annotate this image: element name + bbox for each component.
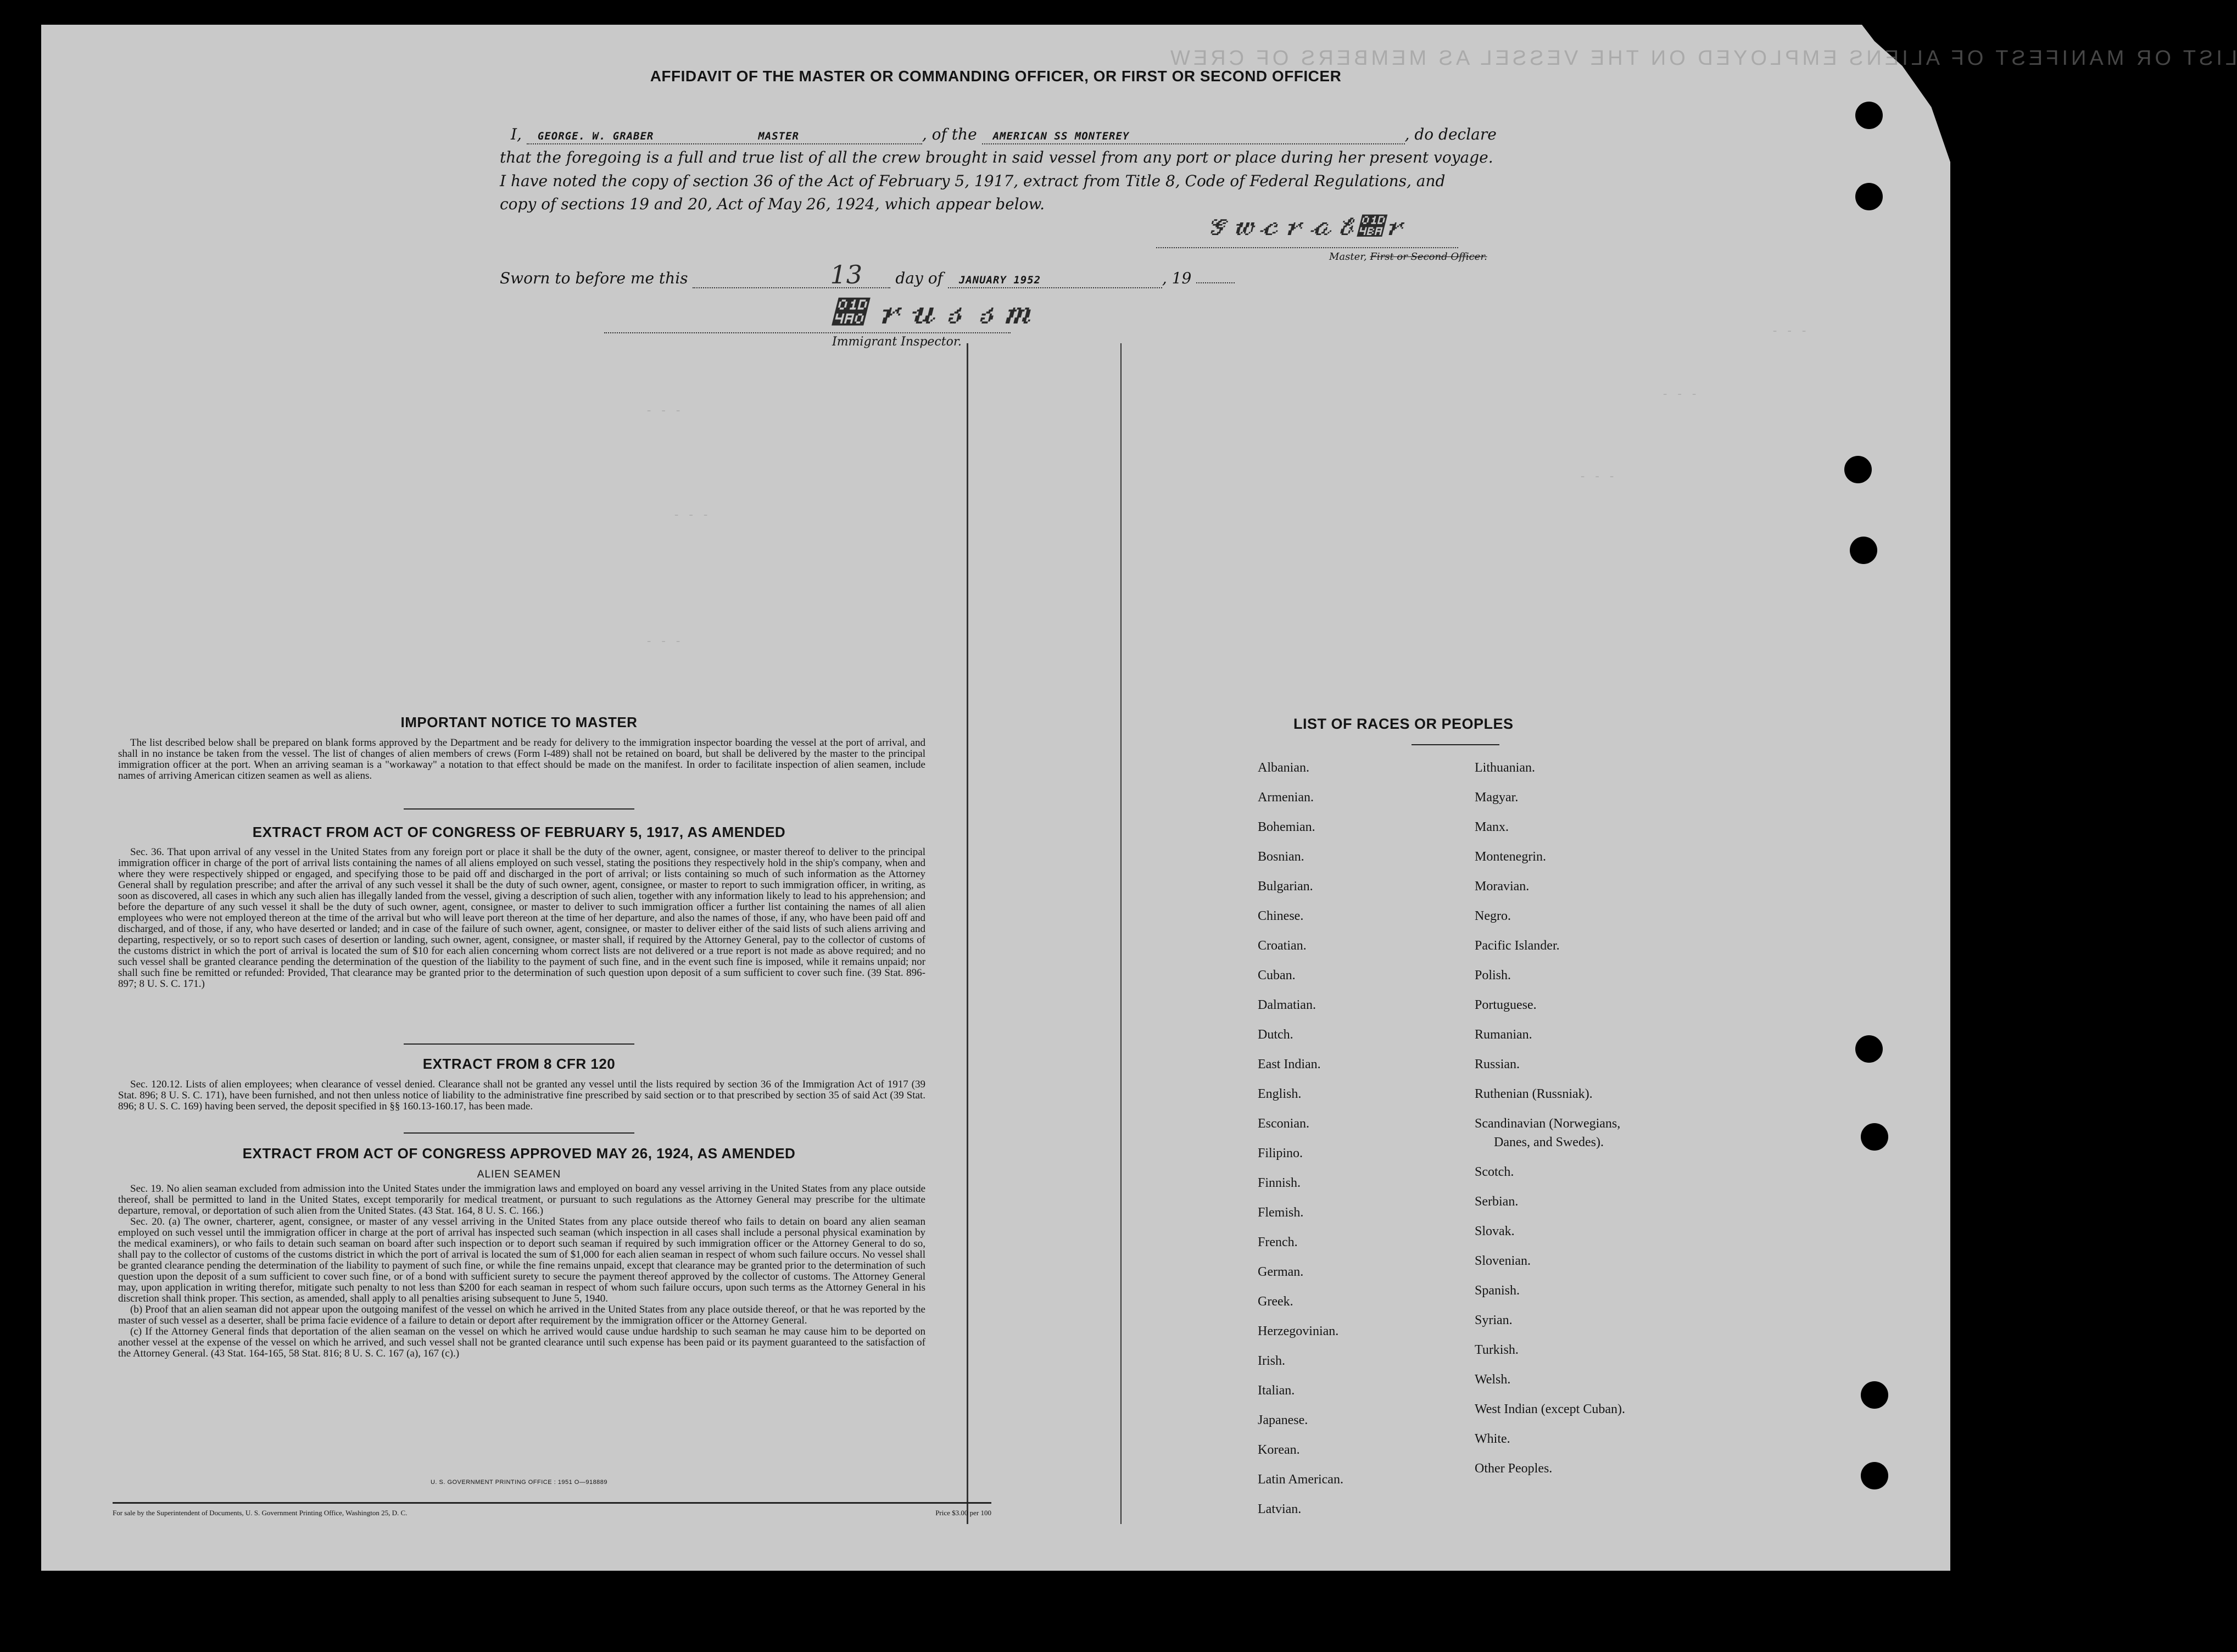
race-item: Croatian. <box>1258 939 1307 953</box>
punch-hole <box>1861 1123 1888 1151</box>
notice-heading: IMPORTANT NOTICE TO MASTER <box>400 714 638 730</box>
footer-rule <box>113 1502 991 1504</box>
race-item: Japanese. <box>1258 1413 1308 1427</box>
race-item: Korean. <box>1258 1443 1300 1457</box>
master-name-field <box>527 125 922 144</box>
race-item: Greek. <box>1258 1294 1293 1309</box>
race-item: Scandinavian (Norwegians, <box>1475 1117 1621 1131</box>
extract-1917-paragraph: Sec. 36. That upon arrival of any vessel in the United States from any foreign port or place it shall be the duty of the owner, agent, consignee, or master thereof to deliver to the principal immigration officer in charge of the port of arrival lists containing the names of all aliens employed on such vessel, stating the positions they respectively hold in the ship's company, when and where they were respectively shipped or engaged, and specifying those to be paid off and discharged in the port of arrival; or lists containing so much of such information as the Attorney General shall by regulation prescribe; and after the arrival of any such vessel it shall be the duty of such owner, agent, consignee, or master to report to such immigration officer, in writing, as soon as discovered, all cases in which any such alien has illegally landed from the vessel, giving a description of such alien, together with any information likely to lead to his apprehension; and before the departure of any such vessel it shall be the duty of such owner, agent, consignee, or master to deliver to such immigration officer a further list containing the names of all alien employees who were not employed thereon at the time of the arrival but who will leave port thereon at the time of her departure, and also the names of those, if any, who have been paid off and discharged, and of those, if any, who have deserted or landed; and in case of the failure of such owner, agent, consignee, or master to deliver either of the said lists of such aliens arriving and departing, respectively, or so to report such cases of desertion or landing, such owner, agent, consignee, or master shall, if required by the Attorney General, pay to the collector of customs of the customs district in which the port of arrival is located the sum of $10 for each alien concerning whom correct lists are not delivered or a true report is not made as above required; and no such vessel shall be granted clearance pending the determination of the question of the liability to the payment of such fine, and in the event such fine is imposed, while it remains unpaid; nor shall such fine be remitted or refunded: Provided, That clearance may be granted prior to the determination of such question upon deposit of a sum sufficient to cover such fine. (39 Stat. 896-897; 8 U. S. C. 171.) <box>118 846 925 990</box>
race-item: Lithuanian. <box>1475 761 1535 775</box>
vessel-name: AMERICAN SS MONTEREY <box>992 130 1130 142</box>
bleed-through-title: LIST OR MANIFEST OF ALIENS EMPLOYED ON THE VESSEL AS MEMBERS OF CREW <box>1167 47 2237 70</box>
extract-cfr-heading: EXTRACT FROM 8 CFR 120 <box>422 1056 616 1072</box>
race-item: Welsh. <box>1475 1372 1511 1387</box>
race-item: Cuban. <box>1258 968 1296 983</box>
race-item: Dalmatian. <box>1258 998 1316 1012</box>
race-item: Polish. <box>1475 968 1511 983</box>
affidavit-line-4: copy of sections 19 and 20, Act of May 26, 1924, which appear below. <box>500 195 1045 213</box>
inspector-caption: Immigrant Inspector. <box>832 335 962 349</box>
race-item: Irish. <box>1258 1354 1285 1368</box>
race-item: Russian. <box>1475 1057 1520 1071</box>
race-item: Magyar. <box>1475 790 1519 805</box>
race-item: Herzegovinian. <box>1258 1324 1339 1338</box>
divider-rule <box>404 808 634 810</box>
race-item: Negro. <box>1475 909 1511 923</box>
master-signature: 𝒢𝓌𝒸𝓇𝒶𝒷𝒺𝓇 <box>1206 211 1408 241</box>
master-caption-label: Master, <box>1329 251 1367 263</box>
race-item: Latvian. <box>1258 1502 1302 1516</box>
bleed-mark: - - - <box>645 404 682 417</box>
sworn-month-year: JANUARY 1952 <box>958 274 1041 286</box>
race-item: Italian. <box>1258 1383 1295 1398</box>
race-item: Armenian. <box>1258 790 1314 805</box>
race-item: Esconian. <box>1258 1117 1309 1131</box>
punch-hole <box>1855 183 1883 210</box>
footer-price: Price $3.00 per 100 <box>935 1509 991 1517</box>
bleed-mark: - - - <box>1661 387 1698 401</box>
race-item: Pacific Islander. <box>1475 939 1560 953</box>
document-page <box>41 25 2237 1571</box>
extract-1917-text <box>118 847 925 990</box>
affidavit-line-1 <box>511 125 1497 144</box>
bleed-mark: - - - <box>645 634 682 648</box>
punch-hole <box>1855 1035 1883 1063</box>
race-item: Montenegrin. <box>1475 850 1546 864</box>
vessel-field <box>982 125 1405 144</box>
races-heading: LIST OF RACES OR PEOPLES <box>1293 716 1514 732</box>
race-item: Scotch. <box>1475 1165 1514 1179</box>
sworn-month-field <box>948 269 1162 288</box>
race-item: White. <box>1475 1432 1510 1446</box>
race-item: Filipino. <box>1258 1146 1303 1160</box>
master-rank: MASTER <box>758 130 799 142</box>
race-item: Danes, and Swedes). <box>1494 1135 1604 1149</box>
race-item: West Indian (except Cuban). <box>1475 1402 1625 1416</box>
race-item: German. <box>1258 1265 1304 1279</box>
section-20c-paragraph: (c) If the Attorney General finds that deportation of the alien seaman on the vessel on which he arrived would cause undue hardship to such seaman he may cause him to be deported on another vessel at the expense of the vessel on which he arrived, and such vessel shall not be granted clearance until such expense has been paid or its payment guaranteed to the satisfaction of the Attorney General. (43 Stat. 164-165, 58 Stat. 816; 8 U. S. C. 167 (a), 167 (c).) <box>118 1326 925 1359</box>
race-item: Chinese. <box>1258 909 1304 923</box>
race-item: Albanian. <box>1258 761 1309 775</box>
race-item: Moravian. <box>1475 879 1530 894</box>
section-19-paragraph: Sec. 19. No alien seaman excluded from admission into the United States under the immigration laws and employed on board any vessel arriving in the United States from any place outside thereof, shall be permitted to land in the United States, except temporarily for medical treatment, or pursuant to such regulations as the Attorney General may prescribe for the ultimate departure, removal, or deportation of such alien from the United States. (43 Stat. 164, 8 U. S. C. 166.) <box>118 1183 925 1216</box>
day-of-label: day of <box>895 269 943 287</box>
bleed-mark: - - - <box>673 508 710 522</box>
race-item: Portuguese. <box>1475 998 1537 1012</box>
race-item: East Indian. <box>1258 1057 1321 1071</box>
signature-line <box>1156 247 1458 248</box>
section-20b-paragraph: (b) Proof that an alien seaman did not appear upon the outgoing manifest of the vessel on which he arrived in the United States from any place outside thereof, or that he was reported by the master of such vessel as a deserter, shall be prima facie evidence of a failure to detain or deport after requirement by the immigration officer or the Attorney General. <box>118 1304 925 1326</box>
sworn-line <box>500 260 1235 289</box>
race-item: Spanish. <box>1475 1283 1520 1298</box>
affidavit-heading: AFFIDAVIT OF THE MASTER OR COMMANDING OFFICER, OR FIRST OR SECOND OFFICER <box>650 68 1342 85</box>
divider-rule <box>404 1132 634 1134</box>
race-item: Bosnian. <box>1258 850 1304 864</box>
race-item: Dutch. <box>1258 1028 1293 1042</box>
bleed-mark: - - - <box>1771 324 1808 338</box>
race-item: Ruthenian (Russniak). <box>1475 1087 1593 1101</box>
punch-hole <box>1861 1381 1888 1409</box>
inspector-signature: 𝒠 𝓇𝓊𝓈𝓈𝓂 <box>832 294 1034 331</box>
punch-hole <box>1844 456 1872 483</box>
race-item: Latin American. <box>1258 1472 1343 1487</box>
inspector-signature-line <box>604 332 1011 333</box>
master-name: GEORGE. W. GRABER <box>537 130 654 142</box>
race-item: Turkish. <box>1475 1343 1519 1357</box>
notice-text <box>118 738 925 782</box>
section-20a-paragraph: Sec. 20. (a) The owner, charterer, agent, consignee, or master of any vessel arriving in the United States from any place outside thereof who fails to detain on board any alien seaman employed on such vessel until the immigration officer in charge at the port of arrival has inspected such seaman (which inspection in all cases shall include a personal physical examination by the medical examiners), or who fails to detain such seaman on board after such inspection or to deport such seaman if required by such immigration officer or the Attorney General to do so, shall pay to the collector of customs of the customs district in which the port of arrival is located the sum of $1,000 for each alien seaman in respect of whom such failure occurs. No vessel shall be granted clearance pending the determination of the liability to payment of such fine, or while the fine remains unpaid, except that clearance may be granted prior to the determination of such question upon the deposit of a sum sufficient to cover such fine, or of a bond with sufficient surety to secure the payment thereof approved by the collector of customs. The Attorney General may, upon application in writing therefor, mitigate such penalty to not less than $200 for each seaman in respect of whom such failure occurs, upon such terms as the Attorney General in his discretion shall think proper. This section, as amended, shall apply to all penalties arising subsequent to June 5, 1940. <box>118 1216 925 1304</box>
of-the-label: , of the <box>922 125 977 143</box>
sworn-label: Sworn to before me this <box>500 269 688 287</box>
divider-rule <box>404 1043 634 1045</box>
affidavit-line-2: that the foregoing is a full and true list of all the crew brought in said vessel from any port or place during her present voyage. <box>500 148 1493 166</box>
race-item: Syrian. <box>1475 1313 1513 1327</box>
extract-1917-heading: EXTRACT FROM ACT OF CONGRESS OF FEBRUARY 5, 1917, AS AMENDED <box>252 824 786 840</box>
notice-paragraph: The list described below shall be prepared on blank forms approved by the Department and be ready for delivery to the immigration inspector boarding the vessel at the port of arrival, and shall in no instance be taken from the vessel. The list of changes of alien members of crews (Form I-489) shall not be retained on board, but shall be delivered by the master to the principal immigration officer at the port. When an arriving seaman is a "workaway" a notation to that effect should be made on the manifest. In order to facilitate inspection of alien seamen, include names of arriving American citizen seamen as well as aliens. <box>118 737 925 782</box>
bleed-mark: - - - <box>1579 470 1616 483</box>
punch-hole <box>1855 102 1883 129</box>
declare-label: , do declare <box>1404 125 1497 143</box>
race-item: Slovenian. <box>1475 1254 1531 1268</box>
extract-cfr-paragraph: Sec. 120.12. Lists of alien employees; when clearance of vessel denied. Clearance shall not be granted any vessel until the lists required by section 36 of the Immigration Act of 1917 (39 Stat. 896; 8 U. S. C. 171), have been furnished, and not then unless notice of liability to the administrative fine prescribed by said section or to that prescribed by section 35 of said Act (39 Stat. 896; 8 U. S. C. 169) having been served, the deposit specified in §§ 160.13-160.17, has been made. <box>118 1079 925 1112</box>
alien-seamen-subheading: ALIEN SEAMEN <box>477 1169 561 1180</box>
punch-hole <box>1850 537 1877 564</box>
column-divider <box>967 343 968 1524</box>
race-item: Bulgarian. <box>1258 879 1313 894</box>
year-field <box>1196 282 1235 283</box>
affidavit-line-3: I have noted the copy of section 36 of the Act of February 5, 1917, extract from Title 8, Code of Federal Regulations, and <box>500 172 1446 190</box>
extract-1924-text <box>118 1184 925 1359</box>
extract-1924-heading: EXTRACT FROM ACT OF CONGRESS APPROVED MAY 26, 1924, AS AMENDED <box>242 1145 796 1162</box>
struck-officer-label: First or Second Officer. <box>1370 251 1487 263</box>
extract-cfr-text <box>118 1079 925 1112</box>
footer-sale-text: For sale by the Superintendent of Documents, U. S. Government Printing Office, Washington 25, D. C. <box>113 1509 408 1517</box>
master-caption <box>1329 251 1487 263</box>
torn-corner <box>1824 25 1950 162</box>
race-item: Rumanian. <box>1475 1028 1532 1042</box>
race-item: French. <box>1258 1235 1298 1249</box>
year-19-label: , 19 <box>1162 269 1192 287</box>
race-item: Serbian. <box>1475 1195 1519 1209</box>
race-item: Finnish. <box>1258 1176 1301 1190</box>
sworn-day: 13 <box>830 260 862 289</box>
race-item: English. <box>1258 1087 1302 1101</box>
printing-office-line: U. S. GOVERNMENT PRINTING OFFICE : 1951 O—918889 <box>430 1479 608 1486</box>
race-item: Slovak. <box>1475 1224 1515 1238</box>
sworn-day-field <box>693 260 890 289</box>
i-label: I, <box>511 125 522 143</box>
footer <box>113 1508 991 1519</box>
race-item: Flemish. <box>1258 1205 1304 1220</box>
column-divider <box>1120 343 1122 1524</box>
race-item: Bohemian. <box>1258 820 1315 834</box>
race-item: Other Peoples. <box>1475 1461 1553 1476</box>
punch-hole <box>1861 1462 1888 1489</box>
races-divider <box>1412 744 1499 745</box>
race-item: Manx. <box>1475 820 1509 834</box>
